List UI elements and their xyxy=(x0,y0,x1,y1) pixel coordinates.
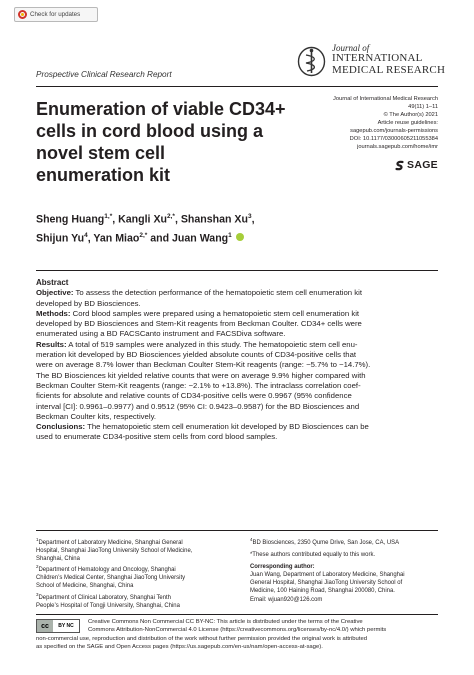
pubinfo-doi[interactable]: DOI: 10.1177/03000605211055384 xyxy=(349,136,438,142)
check-for-updates-button[interactable] xyxy=(14,7,98,22)
author-conjunction: and xyxy=(150,232,170,245)
pubinfo-journal-link[interactable]: journals.sagepub.com/home/imr xyxy=(357,144,438,150)
abstract-divider xyxy=(36,270,438,271)
author-affiliation-marker: 2,* xyxy=(166,213,175,220)
corresponding-author-text: Medicine, 100 Haining Road, Shanghai 200080, China. xyxy=(250,588,395,595)
title-line: novel stem cell xyxy=(36,143,166,163)
results-text: meration kit developed by BD Biosciences yielded absolute counts of CD34-positive cells that xyxy=(36,350,357,360)
title-line: cells in cord blood using a xyxy=(36,121,264,141)
affiliation-marker: 4 xyxy=(250,537,253,542)
journal-name xyxy=(332,44,445,77)
affiliation-text: BD Biosciences, 2350 Qume Drive, San Jose, CA, USA xyxy=(252,539,400,546)
affiliation-3 xyxy=(36,591,231,610)
header-divider xyxy=(36,86,438,87)
pubinfo-volume: 49(11) 1–11 xyxy=(408,104,438,110)
corresponding-author-text: Juan Wang, Department of Laboratory Medicine, Shanghai xyxy=(250,572,405,579)
corresponding-author-text: General Hospital, Shanghai JiaoTong University School of xyxy=(250,580,403,587)
corresponding-author-heading: Corresponding author: xyxy=(250,564,315,571)
publisher-logo xyxy=(394,159,438,171)
license-line: Creative Commons Non Commercial CC BY-NC: This article is distributed under the terms of the Creative xyxy=(88,619,363,625)
license-line: non-commercial use, reproduction and distribution of the work without further permission provided the original work is attributed xyxy=(36,636,368,642)
title-line: Enumeration of viable CD34+ xyxy=(36,99,286,119)
conclusions-text: used to enumerate CD34-positive stem cells from cord blood samples. xyxy=(36,432,278,442)
license-line: Commons Attribution-NonCommercial 4.0 License (https://creativecommons.org/licenses/by-nc/4.0/) which permits xyxy=(88,627,387,634)
orcid-icon[interactable] xyxy=(236,233,244,241)
abstract-objective xyxy=(36,288,438,309)
methods-text: developed by BD Biosciences and Stem-Kit reagents from Beckman Coulter. CD34+ cells were xyxy=(36,319,362,329)
results-text: The BD Biosciences kit yielded relative counts that were on average 9.9% higher compared with xyxy=(36,370,366,380)
results-text: ficients for absolute and relative counts of CD34-positive cells were 0.9967 (95% confidence xyxy=(36,391,352,401)
affiliation-2 xyxy=(36,563,231,590)
pubinfo-reuse: Article reuse guidelines: xyxy=(377,120,438,126)
results-text: A total of 519 samples were analyzed in this study. The hematopoietic stem cell enu- xyxy=(66,339,358,349)
affiliation-text: Shanghai, China xyxy=(36,556,80,563)
author-name: Sheng Huang xyxy=(36,213,105,226)
author-name: Shanshan Xu xyxy=(180,213,248,226)
pubinfo-permissions-link[interactable]: sagepub.com/journals-permissions xyxy=(350,128,438,134)
author-name: Shijun Yu xyxy=(36,232,85,245)
affiliation-text: School of Medicine, Shanghai, China xyxy=(36,583,134,590)
conclusions-label: Conclusions: xyxy=(36,422,86,432)
corresponding-author xyxy=(250,563,440,603)
article-title xyxy=(36,98,286,186)
footnote-divider xyxy=(36,530,438,531)
conclusions-text: The hematopoietic stem cell enumeration kit developed by BD Biosciences can be xyxy=(85,422,369,432)
affiliation-text: Department of Clinical Laboratory, Shanghai Tenth xyxy=(38,594,171,601)
license-text-top xyxy=(88,618,440,635)
author-list: Sheng Huang$^{1,*}$, Kangli $Xu^{2,*}$, Shanshan Xu$^3$, Shijun Yu$^4$, Yan Miao$^{2,*}$ and Juan Wang$^1$ xyxy=(36,213,255,245)
publisher-name: SAGE xyxy=(407,159,438,171)
pubinfo-journal: Journal of International Medical Research xyxy=(333,96,438,102)
author-affiliation-marker: 1 xyxy=(228,231,232,239)
author-affiliation-marker: 4 xyxy=(84,231,88,239)
affiliation-marker: 2 xyxy=(36,564,39,570)
author-affiliation-marker: 2,* xyxy=(139,231,148,239)
corresponding-author-email[interactable]: Email: wjuan920@126.com xyxy=(250,596,323,603)
journal-name-line1: Journal of xyxy=(332,43,370,53)
abstract-results xyxy=(36,340,438,422)
pubinfo-copyright: © The Author(s) 2021 xyxy=(383,112,438,118)
objective-text: To assess the detection performance of the hematopoietic stem cell enumeration kit xyxy=(73,288,362,298)
abstract-conclusions xyxy=(36,422,438,443)
methods-text: enumerated using a BD FACSCanto instrument and FACSDiva software. xyxy=(36,329,286,339)
affiliation-text: People’s Hospital of Tongji University, Shanghai, China xyxy=(36,602,180,609)
abstract xyxy=(36,278,438,443)
affiliations-right xyxy=(250,536,440,604)
affiliation-text: Children’s Medical Center, Shanghai JiaoTong University xyxy=(36,575,186,582)
cc-icon: cc xyxy=(37,620,53,632)
abstract-methods xyxy=(36,309,438,340)
author-name: Yan Miao xyxy=(93,232,140,245)
affiliation-text: Department of Hematology and Oncology, Shanghai xyxy=(38,567,176,574)
results-text: Beckman Coulter Stem-Kit reagents (range: −2.1% to +13.8%). The intraclass correlation coef- xyxy=(36,380,361,390)
sage-swirl-icon xyxy=(394,160,405,171)
journal-name-line3: MEDICAL RESEARCH xyxy=(332,63,446,76)
results-text: Beckman Coulter kits, respectively. xyxy=(36,411,157,421)
author-name: Juan Wang xyxy=(172,232,229,245)
cc-by-nc-icon: BY NC xyxy=(53,620,79,632)
affiliations-left xyxy=(36,536,231,610)
objective-text: developed by BD Biosciences. xyxy=(36,298,141,308)
results-text: were on average 8.7% lower than Beckman Coulter Stem-Kit reagents (range: −5.7% to −14.7%). xyxy=(36,360,371,370)
license-divider xyxy=(36,614,438,615)
check-for-updates-label: Check for updates xyxy=(30,11,81,18)
objective-label: Objective: xyxy=(36,288,74,298)
equal-contribution-note: *These authors contributed equally to this work. xyxy=(250,552,376,559)
author-name: Kangli Xu xyxy=(118,213,167,226)
journal-name-line2: INTERNATIONAL xyxy=(332,52,423,65)
cc-license-badge[interactable] xyxy=(36,619,80,633)
results-label: Results: xyxy=(36,339,67,349)
methods-text: Cord blood samples were prepared using a hematopoietic stem cell enumeration kit xyxy=(70,308,360,318)
methods-label: Methods: xyxy=(36,308,71,318)
affiliation-marker: 1 xyxy=(36,537,39,542)
crossmark-icon xyxy=(18,10,27,19)
affiliation-4 xyxy=(250,536,440,547)
abstract-heading: Abstract xyxy=(36,278,69,287)
affiliation-text: Hospital, Shanghai JiaoTong University School of Medicine, xyxy=(36,548,193,555)
title-line: enumeration kit xyxy=(36,165,171,185)
license-line: as specified on the SAGE and Open Access pages (https://us.sagepub.com/en-us/nam/open-access-at-sage). xyxy=(36,644,323,651)
results-text: interval [CI]: 0.9961–0.9977) and 0.9512 (95% CI: 0.9423–0.9587) for the BD Biosciences and xyxy=(36,401,360,411)
report-type: Prospective Clinical Research Report xyxy=(36,70,172,79)
affiliation-marker: 3 xyxy=(36,591,39,597)
author-affiliation-marker: 1,* xyxy=(104,213,113,220)
affiliation-1 xyxy=(36,536,231,563)
affiliation-text: Department of Laboratory Medicine, Shanghai General xyxy=(38,539,183,546)
license-text-bottom xyxy=(36,635,440,652)
journal-logo-icon xyxy=(297,46,326,77)
author-affiliation-marker: 3 xyxy=(247,213,252,220)
